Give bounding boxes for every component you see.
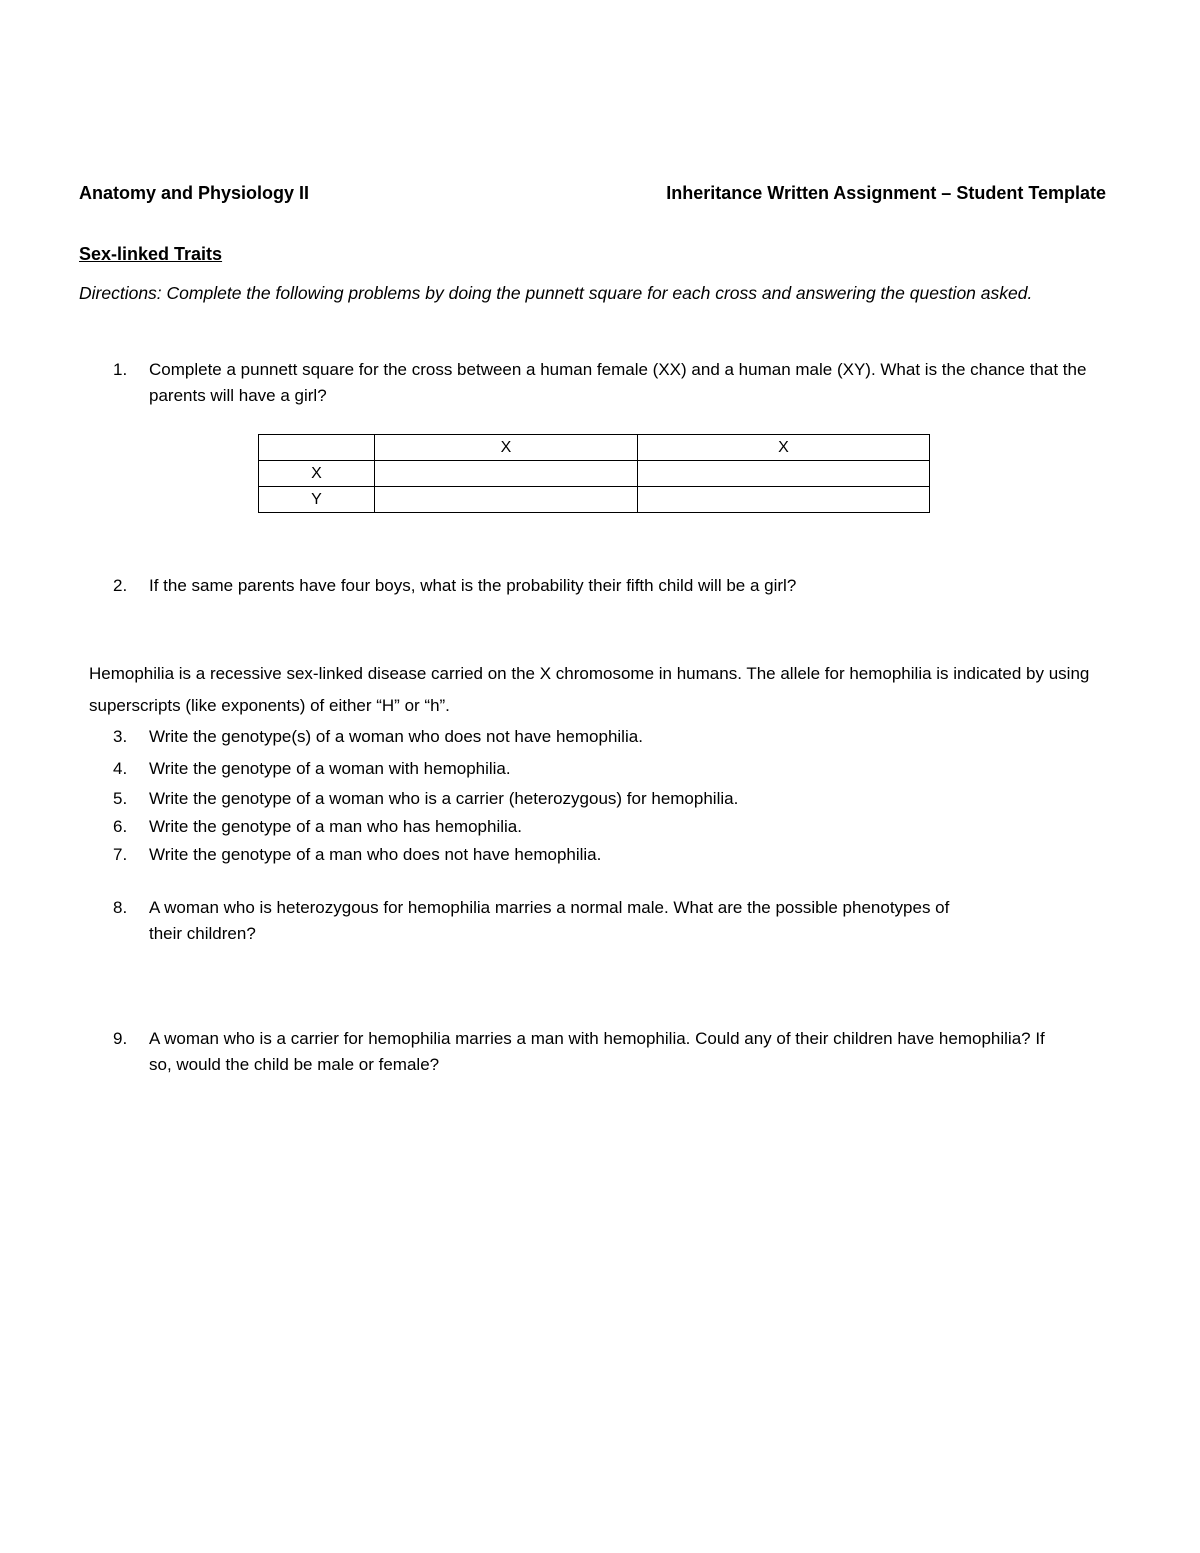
question-text: Write the genotype of a man who does not have hemophilia. [149,845,602,864]
punnett-cell[interactable] [375,487,638,513]
question-number: 4. [113,759,128,778]
question-number: 9. [113,1029,128,1048]
question-text: Write the genotype of a woman with hemophilia. [149,759,511,778]
punnett-cell[interactable] [638,487,930,513]
punnett-row [259,487,930,513]
question-text: Complete a punnett square for the cross between a human female (XX) and a human male (XY). What is the chance that the parents will have a girl? [149,360,1087,405]
punnett-row-header: X [259,461,375,487]
punnett-corner-cell [259,435,375,461]
question-number: 1. [113,360,128,379]
question-text: If the same parents have four boys, what is the probability their fifth child will be a girl? [149,576,797,595]
question-number: 7. [113,845,128,864]
punnett-col-header: X [375,435,638,461]
punnett-row [259,461,930,487]
punnett-cell[interactable] [638,461,930,487]
question-text: Write the genotype of a man who has hemophilia. [149,817,522,836]
course-title: Anatomy and Physiology II [79,183,310,203]
question-number: 6. [113,817,128,836]
punnett-square [258,434,930,513]
question-number: 3. [113,727,128,746]
punnett-header-row [259,435,930,461]
question-text: A woman who is a carrier for hemophilia marries a man with hemophilia. Could any of their children have hemophilia? If so, would the child be male or female? [149,1029,1045,1074]
question-text: A woman who is heterozygous for hemophilia marries a normal male. What are the possible phenotypes of their children? [149,898,950,943]
hemophilia-intro: Hemophilia is a recessive sex-linked disease carried on the X chromosome in humans. The allele for hemophilia is indicated by using superscripts (like exponents) of either “H” or “h”. [89,664,1090,715]
assignment-title: Inheritance Written Assignment – Student Template [666,183,1106,203]
directions-text: Directions: Complete the following problems by doing the punnett square for each cross and answering the question asked. [79,283,1033,303]
punnett-col-header: X [638,435,930,461]
punnett-cell[interactable] [375,461,638,487]
question-text: Write the genotype(s) of a woman who does not have hemophilia. [149,727,643,746]
section-title: Sex-linked Traits [79,244,223,264]
question-number: 2. [113,576,128,595]
question-number: 5. [113,789,128,808]
question-number: 8. [113,898,128,917]
question-text: Write the genotype of a woman who is a carrier (heterozygous) for hemophilia. [149,789,739,808]
punnett-row-header: Y [259,487,375,513]
